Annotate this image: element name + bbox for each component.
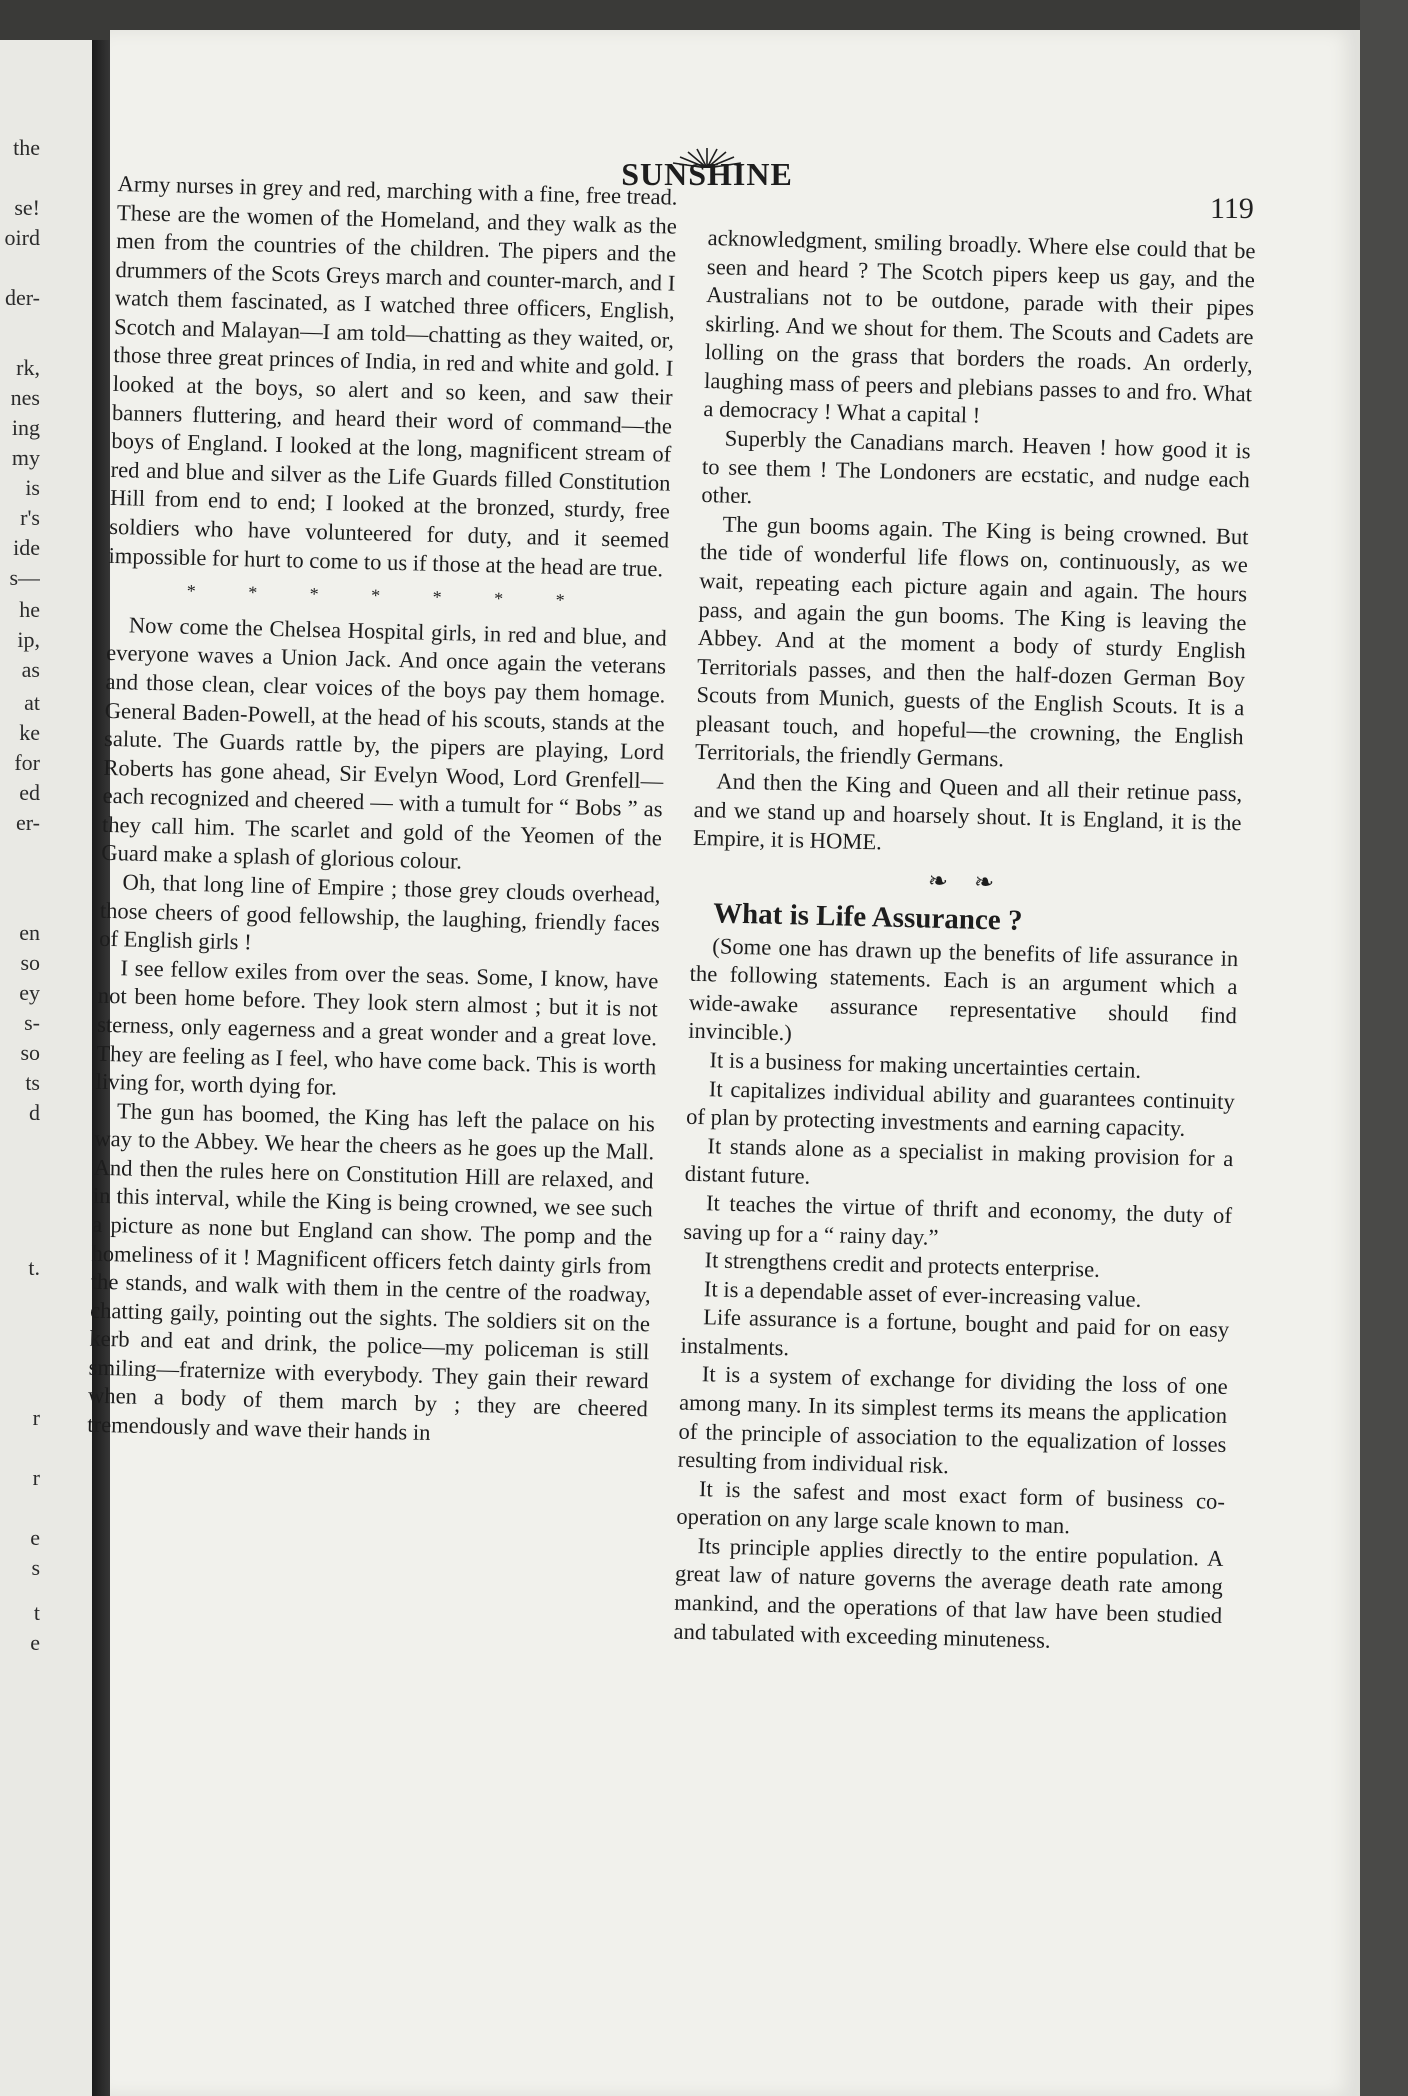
paragraph: acknowledgment, smiling broadly. Where else could that be seen and heard ? The Scotch pipers keep us gay, and the Australians not to be outdone, parade with their pipes skirling. And we shout for them. The Scouts and Cadets are lolling on the grass that borders the roads. An orderly, laughing mass of peers and plebians passes to and fro. What a democracy ! What a capital ! (703, 224, 1256, 429)
facing-page-fragment: ed (19, 780, 40, 805)
paragraph: Now come the Chelsea Hospital girls, in red and blue, and everyone waves a Union Jack. And once again the veterans and those clean, clear voices of the boys pay them homage. General Baden-Powell, at the head of his scouts, stands at the salute. The Guards rattle by, the pipers are playing, Lord Roberts has gone ahead, Sir Evelyn Wood, Lord Grenfell—each recognized and cheered — with a tumult for “ Bobs ” as they call him. The scarlet and gold of the Yeomen of the Guard make a splash of glorious colour. (101, 612, 668, 875)
paragraph: Army nurses in grey and red, marching with a fine, free tread. These are the women of the Homeland, and they walk as the men from the countries of the children. The pipers and the drummers of the Scots Greys march and counter-march, and I watch them fascinated, as I watched three officers, English, Scotch and Malayan—I am told—chatting as they waited, or, those three great princes of India, in red and white and gold. I looked at the boys, so alert and so keen, and saw their banners fluttering, and heard their word of command—the boys of England. I looked at the long, magnificent stream of red and blue and silver as the Life Guards filled Constitution Hill from end to end; I looked at the bronzed, sturdy, free soldiers who have volunteered for duty, and it seemed impossible for hurt to come to us if those at the head are true. (108, 170, 678, 581)
list-item: It is a system of exchange for dividing the loss of one among many. In its simplest terms its means the application of the principle of association to the equalization of losses resulting from individual risk. (677, 1361, 1229, 1479)
paragraph: I see fellow exiles from over the seas. Some, I know, have not been home before. They look stern almost ; but it is not sterness, only eagerness and a great wonder and a great love. They are feeling as I feel, who have come back. This is worth living for, worth dying for. (95, 955, 659, 1100)
facing-page-fragment: ing (11, 415, 40, 440)
facing-page-fragment: s— (9, 565, 40, 590)
list-item: It is a dependable asset of ever-increasing value. (703, 1275, 1142, 1312)
right-column (673, 224, 1256, 1659)
facing-page-fragment: e (30, 1525, 40, 1550)
facing-page-fragment: der- (5, 285, 40, 310)
facing-page-fragment: nes (10, 385, 40, 410)
facing-page-fragment: oird (4, 225, 40, 250)
facing-page-fragment: for (14, 750, 40, 775)
facing-page-fragment: r (32, 1405, 40, 1430)
facing-page-edge (0, 40, 100, 2096)
facing-page-fragment: so (20, 1040, 40, 1065)
facing-page-fragment: he (19, 597, 40, 622)
facing-page-fragment: r's (20, 505, 40, 530)
list-item: It stands alone as a specialist in making provision for a distant future. (684, 1133, 1234, 1190)
facing-page-fragment: at (24, 690, 40, 715)
facing-page-fragment: ip, (17, 627, 40, 652)
facing-page-fragment: ey (19, 980, 40, 1005)
paragraph: Superbly the Canadians march. Heaven ! how good it is to see them ! The Londoners are ecstatic, and nudge each other. (701, 425, 1251, 509)
list-item: It is a business for making uncertainties certain. (709, 1047, 1142, 1083)
facing-page-fragment: r (32, 1465, 40, 1490)
list-item: Its principle applies directly to the entire population. A great law of nature governs the average death rate among mankind, and the operations of that law have been studied and tabulated with exceeding minuteness. (673, 1533, 1224, 1653)
facing-page-fragment: s- (24, 1010, 40, 1035)
masthead-title: SUNSHINE (621, 156, 793, 192)
facing-page-fragment: my (11, 445, 40, 470)
facing-page-fragment: t (33, 1600, 40, 1625)
facing-page-fragment: d (29, 1100, 40, 1125)
facing-page-fragment: ts (25, 1070, 40, 1095)
ornament: ❧ ❧ (927, 868, 1005, 897)
facing-page-fragment: ke (19, 720, 40, 745)
facing-page-fragment: is (25, 475, 40, 500)
facing-page-fragment: se! (14, 195, 40, 220)
facing-page-fragment: rk, (16, 355, 40, 380)
section-break: * * * * * * * (186, 580, 589, 611)
facing-page-fragment: s (31, 1555, 40, 1580)
paragraph: The gun has boomed, the King has left the palace on his way to the Abbey. We hear the cheers as he goes up the Mall. And then the rules here on Constitution Hill are relaxed, and in this interval, while the King is being crowned, we see such a picture as none but England can show. The pomp and the homeliness of it ! Magnificent officers fetch dainty girls from the stands, and walk with them in the centre of the roadway, chatting gaily, pointing out the sights. The soldiers sit on the kerb and eat and drink, the police—my policeman is still smiling—fraternize with everybody. They gain their reward when a body of them march by ; they are cheered tremendously and wave their hands in (87, 1097, 656, 1446)
facing-page-fragment: so (20, 950, 40, 975)
facing-page-fragment: en (19, 920, 40, 945)
facing-page-fragment: the (13, 135, 40, 160)
page-number: 119 (1210, 192, 1254, 225)
facing-page-fragment: as (21, 657, 40, 682)
facing-page-fragment: er- (16, 810, 40, 835)
list-item: It is the safest and most exact form of business co-operation on any large scale known to man. (676, 1475, 1226, 1539)
scan-background (1360, 0, 1408, 2096)
list-item: Life assurance is a fortune, bought and paid for on easy instalments. (680, 1304, 1230, 1361)
list-item: It capitalizes individual ability and guarantees continuity of plan by protecting investments and earning capacity. (685, 1075, 1236, 1142)
article-heading: What is Life Assurance ? (712, 897, 1023, 937)
paragraph: And then the King and Queen and all their retinue pass, and we stand up and hoarsely shout. It is England, it is the Empire, it is HOME. (692, 768, 1243, 855)
list-item: It strengthens credit and protects enterprise. (704, 1247, 1101, 1282)
article-intro: (Some one has drawn up the benefits of life assurance in the following statements. Each is an argument which a wide-awake assurance representative should find invincible.) (687, 933, 1239, 1046)
list-item: It teaches the virtue of thrift and economy, the duty of saving up for a “ rainy day.” (683, 1190, 1233, 1250)
facing-page-fragment: e (30, 1630, 40, 1655)
paragraph: Oh, that long line of Empire ; those grey clouds overhead, those cheers of good fellowship, the laughing, friendly faces of English girls ! (98, 869, 661, 955)
left-column (87, 170, 678, 1453)
paragraph: The gun booms again. The King is being crowned. But the tide of wonderful life flows on, continuously, as we wait, repeating each picture again and again. The hours pass, and again the gun booms. The King is leaving the Abbey. And at the moment a body of sturdy English Territorials passes, and then the half-dozen German Boy Scouts from Munich, guests of the English Scouts. It is a pleasant touch, and hopeful—the crowning, the English Territorials, the friendly Germans. (694, 511, 1249, 772)
facing-page-fragment: ide (13, 535, 40, 560)
facing-page-fragment: t. (28, 1255, 40, 1280)
